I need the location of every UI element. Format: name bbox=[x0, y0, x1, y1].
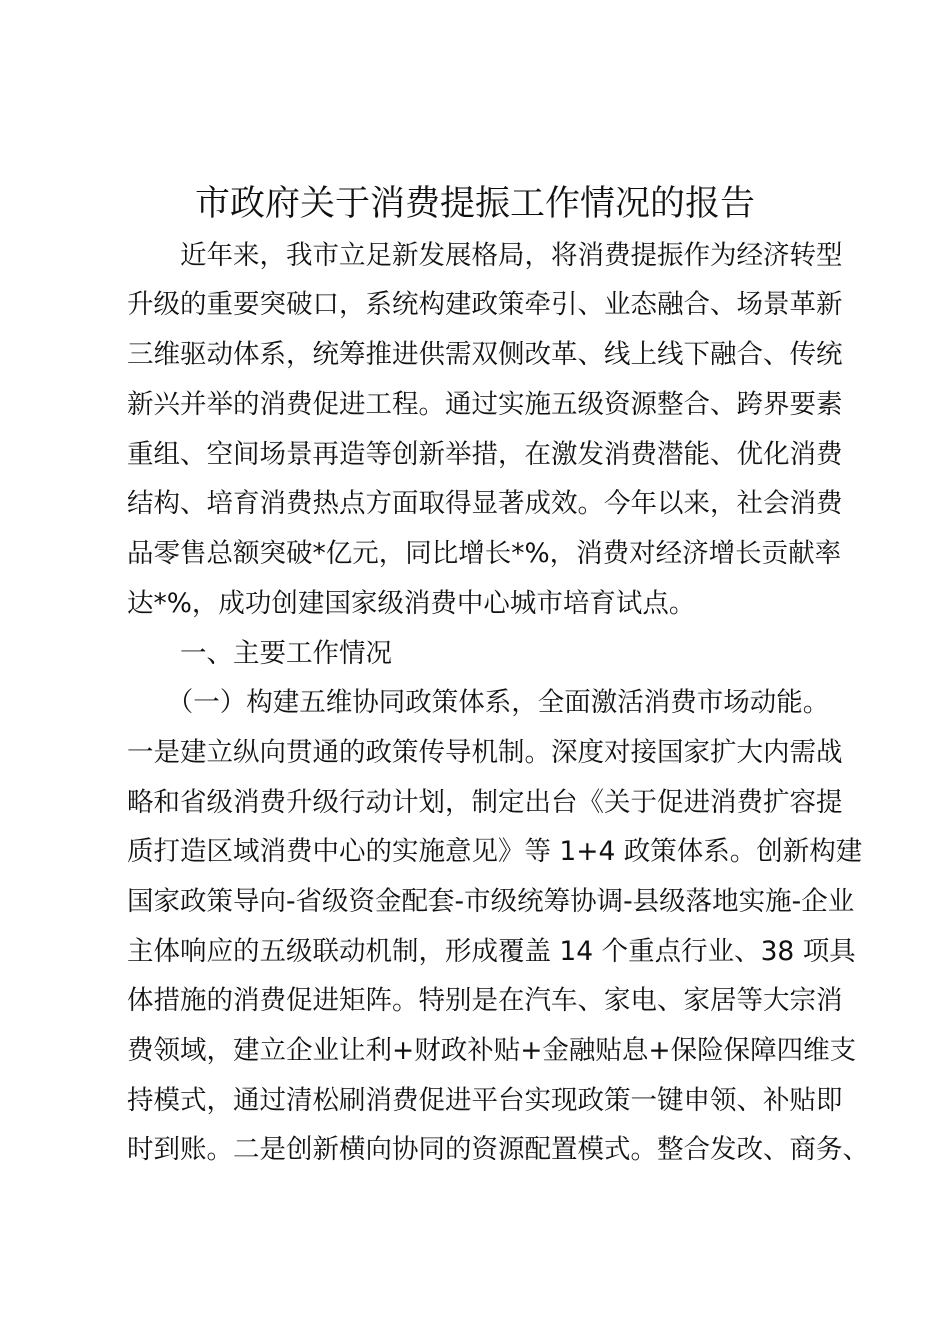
paragraph-line: 费领域，建立企业让利+财政补贴+金融贴息+保险保障四维支 bbox=[127, 1035, 857, 1066]
paragraph-line: 三维驱动体系，统筹推进供需双侧改革、线上线下融合、传统 bbox=[127, 339, 843, 370]
paragraph-line: 一是建立纵向贯通的政策传导机制。深度对接国家扩大内需战 bbox=[127, 737, 843, 768]
section-heading: 一、主要工作情况 bbox=[127, 638, 392, 669]
paragraph-line: 国家政策导向-省级资金配套-市级统筹协调-县级落地实施-企业 bbox=[127, 886, 855, 917]
paragraph-line: 近年来，我市立足新发展格局，将消费提振作为经济转型 bbox=[127, 240, 843, 271]
paragraph-line: 结构、培育消费热点方面取得显著成效。今年以来，社会消费 bbox=[127, 488, 843, 519]
paragraph-line: 时到账。二是创新横向协同的资源配置模式。整合发改、商务、 bbox=[127, 1134, 869, 1165]
paragraph-line: 新兴并举的消费促进工程。通过实施五级资源整合、跨界要素 bbox=[127, 389, 843, 420]
paragraph-line: 持模式，通过清松刷消费促进平台实现政策一键申领、补贴即 bbox=[127, 1085, 843, 1116]
paragraph-line: 主体响应的五级联动机制，形成覆盖 14 个重点行业、38 项具 bbox=[127, 936, 856, 967]
paragraph-line: 升级的重要突破口，系统构建政策牵引、业态融合、场景革新 bbox=[127, 289, 843, 320]
paragraph-line: 体措施的消费促进矩阵。特别是在汽车、家电、家居等大宗消 bbox=[127, 985, 843, 1016]
paragraph-line: 重组、空间场景再造等创新举措，在激发消费潜能、优化消费 bbox=[127, 439, 843, 470]
subsection-heading: （一）构建五维协同政策体系，全面激活消费市场动能。 bbox=[127, 687, 830, 718]
paragraph-line: 质打造区域消费中心的实施意见》等 1+4 政策体系。创新构建 bbox=[127, 836, 863, 867]
document-title: 市政府关于消费提振工作情况的报告 bbox=[194, 184, 755, 224]
paragraph-line: 达*%，成功创建国家级消费中心城市培育试点。 bbox=[127, 588, 696, 619]
paragraph-line: 略和省级消费升级行动计划，制定出台《关于促进消费扩容提 bbox=[127, 787, 843, 818]
paragraph-line: 品零售总额突破*亿元，同比增长*%，消费对经济增长贡献率 bbox=[127, 538, 842, 569]
